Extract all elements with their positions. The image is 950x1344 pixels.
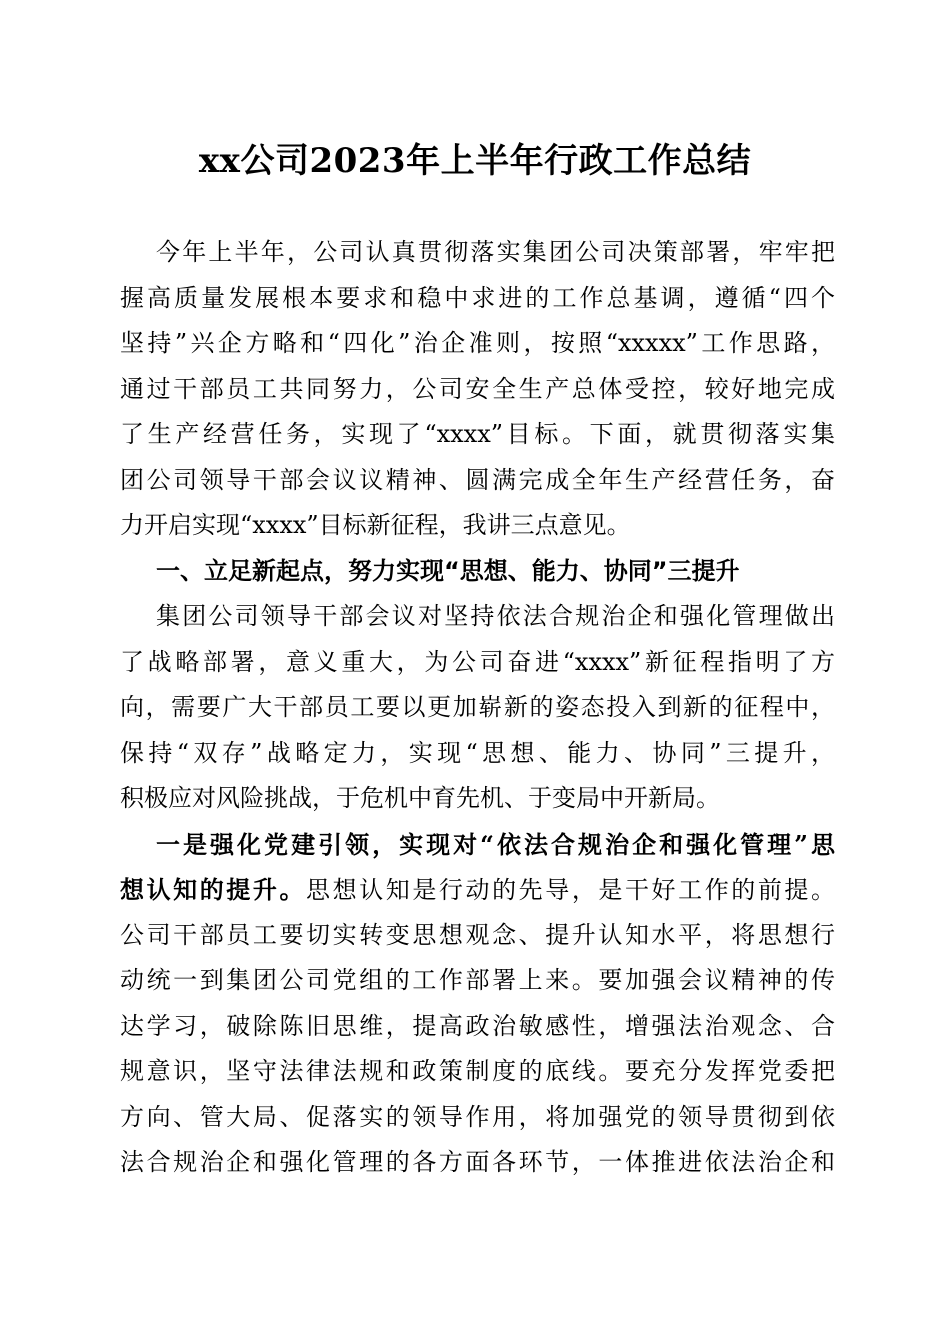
point1-line-1: 一是强化党建引领，实现对“依法合规治企和强化管理”思: [156, 829, 835, 859]
section-heading-1: 一、立足新起点，努力实现“思想、能力、协同”三提升: [156, 556, 740, 585]
point1-line-7: 方向、管大局、促落实的领导作用，将加强党的领导贯彻到依: [120, 1102, 835, 1131]
intro-line-3: 坚持”兴企方略和“四化”治企准则，按照“xxxxx”工作思路，: [120, 329, 835, 357]
intro-line-5: 了生产经营任务，实现了“xxxx”目标。下面，就贯彻落实集: [120, 420, 835, 448]
section1-paragraph: [120, 594, 835, 822]
section1-line-4: 保持“双存”战略定力，实现“思想、能力、协同”三提升，: [120, 738, 835, 767]
document-body: [120, 230, 835, 1186]
section1-line-1: 集团公司领导干部会议对坚持依法合规治企和强化管理做出: [156, 602, 835, 630]
section1-line-3: 向，需要广大干部员工要以更加崭新的姿态投入到新的征程中，: [120, 693, 835, 721]
document-title: xx公司2023年上半年行政工作总结: [198, 141, 752, 181]
intro-line-4: 通过干部员工共同努力，公司安全生产总体受控，较好地完成: [120, 374, 835, 403]
point1-paragraph: [120, 822, 835, 1186]
intro-paragraph: [120, 230, 835, 549]
point1-line-8: 法合规治企和强化管理的各方面各环节，一体推进依法治企和: [120, 1148, 835, 1176]
point1-bold-lead: 想认知的提升。: [120, 875, 307, 904]
section1-line-2: 了战略部署，意义重大，为公司奋进“xxxx”新征程指明了方: [120, 647, 835, 676]
point1-line-3: 公司干部员工要切实转变思想观念、提升认知水平，将思想行: [120, 920, 835, 949]
point1-line-2-text: 思想认知是行动的先导，是干好工作的前提。: [306, 876, 836, 904]
intro-line-1: 今年上半年，公司认真贯彻落实集团公司决策部署，牢牢把: [156, 238, 835, 266]
section1-line-5: 积极应对风险挑战，于危机中育先机、于变局中开新局。: [120, 784, 720, 812]
intro-line-6: 团公司领导干部会议议精神、圆满完成全年生产经营任务，奋: [120, 465, 835, 494]
intro-line-2: 握高质量发展根本要求和稳中求进的工作总基调，遵循“四个: [120, 283, 835, 312]
point1-line-4: 动统一到集团公司党组的工作部署上来。要加强会议精神的传: [120, 966, 835, 994]
point1-line-6: 规意识，坚守法律法规和政策制度的底线。要充分发挥党委把: [120, 1057, 835, 1085]
intro-line-7: 力开启实现“xxxx”目标新征程，我讲三点意见。: [120, 511, 631, 539]
point1-line-5: 达学习，破除陈旧思维，提高政治敏感性，增强法治观念、合: [120, 1011, 835, 1040]
point1-line-2: [120, 867, 835, 913]
